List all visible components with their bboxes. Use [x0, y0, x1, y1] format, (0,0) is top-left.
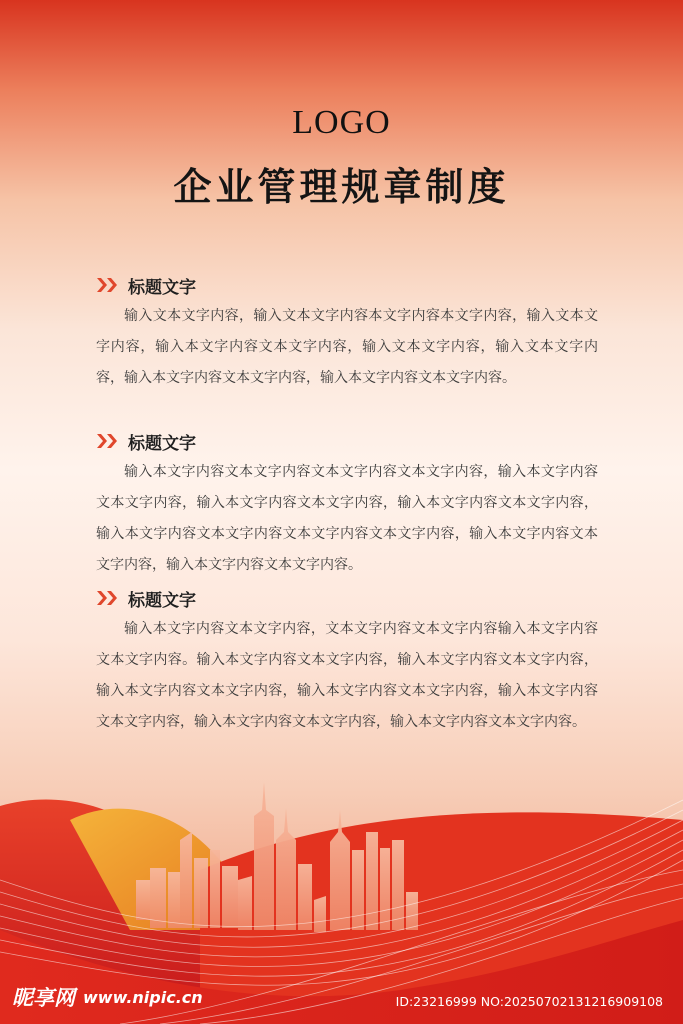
- logo-text: LOGO: [292, 104, 391, 141]
- watermark-url: www.nipic.cn: [83, 987, 203, 1007]
- section-heading-text: 标题文字: [128, 277, 196, 298]
- section-heading-text: 标题文字: [128, 590, 196, 611]
- section-body-2: 输入本文字内容文本文字内容文本文字内容文本文字内容，输入本文字内容文本文字内容，输入本文字内容文本文字内容，输入本文字内容文本文字内容，输入本文字内容文本文字内容文本文字内容文本文字内容，输入本文字内容文本文字内容，输入本文字内容文本文字内容。: [96, 464, 598, 573]
- watermark-id: ID:23216999 NO:20250702131216909108: [395, 994, 663, 1009]
- watermark-brand-text: 昵享网: [12, 986, 75, 1010]
- section-heading-text: 标题文字: [128, 433, 196, 454]
- section-heading-3: [96, 585, 196, 611]
- watermark-brand: [12, 982, 203, 1012]
- page-title: 企业管理规章制度: [173, 165, 510, 209]
- double-chevron-icon: [96, 431, 120, 451]
- double-chevron-icon: [96, 275, 120, 295]
- section-body-1: 输入文本文字内容，输入文本文字内容本文字内容本文字内容，输入文本文字内容，输入本文字内容文本文字内容，输入文本文字内容，输入文本文字内容，输入本文字内容文本文字内容，输入本文字内容文本文字内容。: [96, 308, 598, 386]
- double-chevron-icon: [96, 588, 120, 608]
- section-heading-1: [96, 272, 196, 298]
- section-body-3: 输入本文字内容文本文字内容，文本文字内容文本文字内容输入本文字内容文本文字内容。输入本文字内容文本文字内容，输入本文字内容文本文字内容，输入本文字内容文本文字内容，输入本文字内容文本文字内容，输入本文字内容文本文字内容，输入本文字内容文本文字内容，输入本文字内容文本文字内容。: [96, 621, 598, 730]
- section-heading-2: [96, 428, 196, 454]
